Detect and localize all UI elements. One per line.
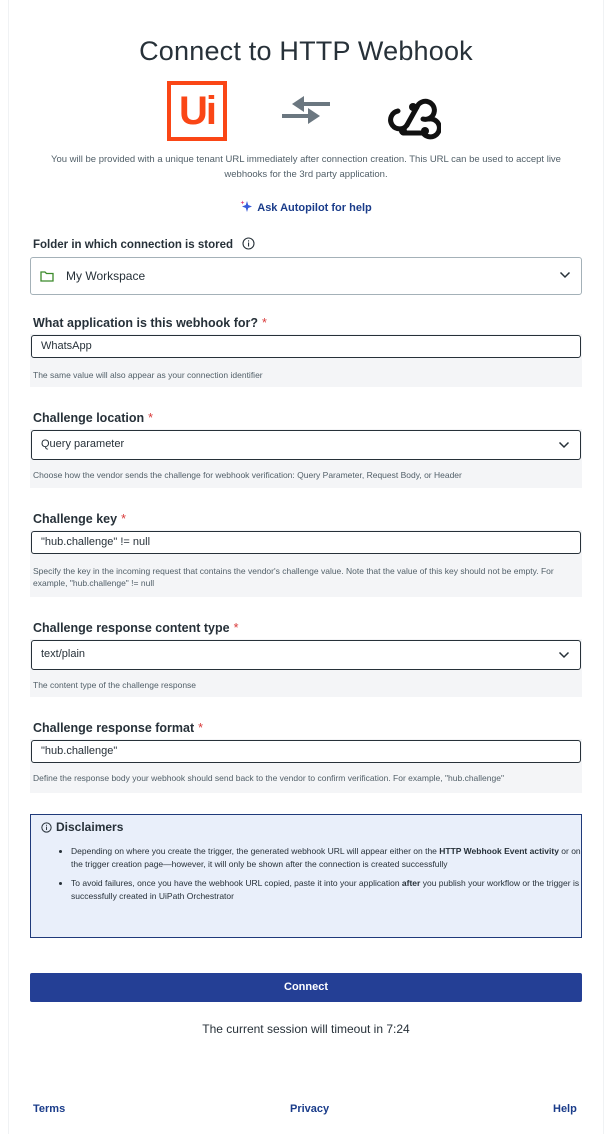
challenge-key-help: Specify the key in the incoming request that contains the vendor's challenge value. Note that the value of this key should not be empty. For example, "hub.challenge" != null bbox=[33, 566, 554, 588]
content-type-select[interactable]: text/plain bbox=[31, 640, 581, 670]
challenge-location-help: Choose how the vendor sends the challenge for webhook verification: Query Parameter, Request Body, or Header bbox=[33, 470, 462, 480]
content-type-label: Challenge response content type * bbox=[33, 621, 239, 635]
content-type-help: The content type of the challenge response bbox=[33, 680, 197, 690]
connect-arrows-icon bbox=[280, 94, 332, 126]
folder-icon bbox=[40, 270, 54, 282]
disclaimers-panel bbox=[30, 814, 582, 938]
challenge-location-select[interactable]: Query parameter bbox=[31, 430, 581, 460]
left-border bbox=[8, 0, 9, 1134]
disclaimer-item: • Depending on where you create the trigger, the generated webhook URL will appear either on the HTTP Webhook Event activity or on the trigger creation page—however, it will only be shown after the connection is created successfully bbox=[71, 845, 581, 871]
session-timeout-text: The current session will timeout in 7:24 bbox=[202, 1022, 410, 1036]
response-format-label: Challenge response format * bbox=[33, 721, 204, 735]
application-help: The same value will also appear as your connection identifier bbox=[33, 370, 263, 380]
disclaimers-title: Disclaimers bbox=[41, 820, 123, 834]
folder-label: Folder in which connection is stored bbox=[33, 237, 255, 251]
info-icon[interactable] bbox=[242, 237, 255, 250]
folder-select[interactable] bbox=[30, 257, 582, 295]
webhook-icon bbox=[385, 93, 441, 143]
footer-help-link[interactable]: Help bbox=[553, 1103, 577, 1115]
response-format-input[interactable]: "hub.challenge" bbox=[31, 740, 581, 763]
page-title: Connect to HTTP Webhook bbox=[139, 36, 473, 66]
right-border bbox=[603, 0, 604, 1134]
ask-autopilot-link[interactable] bbox=[0, 200, 612, 214]
challenge-key-label: Challenge key * bbox=[33, 512, 126, 526]
disclaimer-item: • To avoid failures, once you have the webhook URL copied, paste it into your application after you publish your workflow or the trigger is successfully created in UiPath Orchestrator bbox=[71, 877, 581, 903]
sparkle-icon bbox=[240, 200, 253, 213]
challenge-location-label: Challenge location * bbox=[33, 411, 154, 425]
info-icon bbox=[41, 822, 52, 833]
response-format-help: Define the response body your webhook should send back to the vendor to confirm verification. For example, "hub.challenge" bbox=[33, 773, 504, 783]
application-input[interactable]: WhatsApp bbox=[31, 335, 581, 358]
uipath-logo-text: Ui bbox=[179, 89, 215, 133]
chevron-down-icon bbox=[558, 651, 570, 659]
uipath-logo bbox=[167, 81, 227, 141]
connect-button[interactable]: Connect bbox=[30, 973, 582, 1002]
autopilot-label: Ask Autopilot for help bbox=[257, 202, 372, 214]
logo-row bbox=[0, 80, 612, 142]
intro-text: You will be provided with a unique tenant URL immediately after connection creation. This URL can be used to accept live webhooks for the 3rd party application. bbox=[51, 154, 561, 180]
footer-privacy-link[interactable]: Privacy bbox=[290, 1103, 330, 1115]
challenge-key-input[interactable]: "hub.challenge" != null bbox=[31, 531, 581, 554]
folder-value: My Workspace bbox=[66, 269, 146, 283]
chevron-down-icon bbox=[558, 441, 570, 449]
chevron-down-icon bbox=[559, 271, 571, 279]
footer-terms-link[interactable]: Terms bbox=[33, 1103, 66, 1115]
application-label: What application is this webhook for? * bbox=[33, 316, 267, 330]
disclaimers-list bbox=[55, 845, 581, 909]
